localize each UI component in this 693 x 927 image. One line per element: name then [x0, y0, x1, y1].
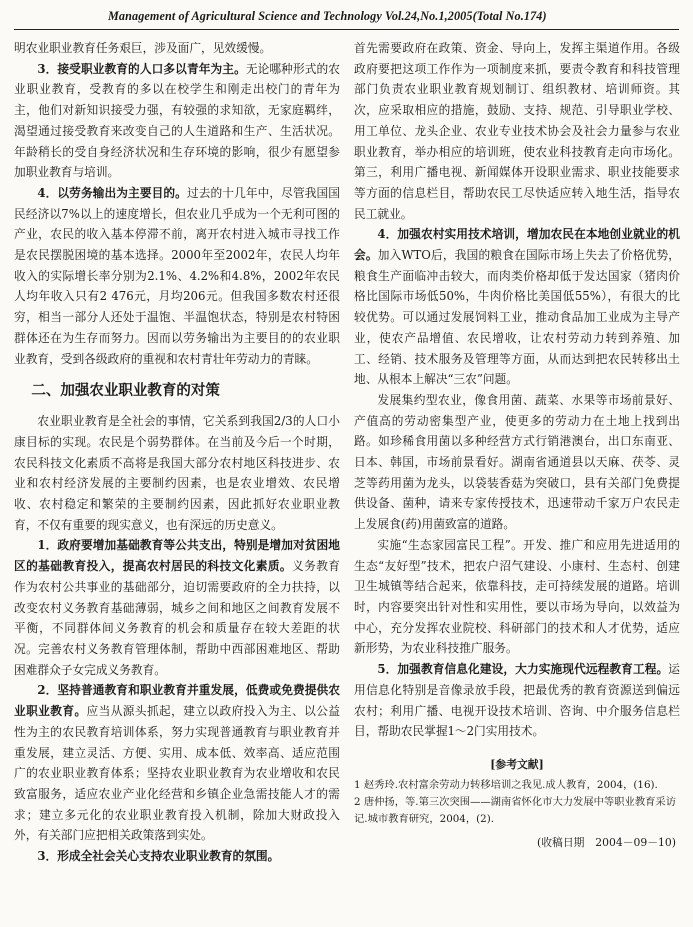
- reference-item: 1 赵秀玲.农村富余劳动力转移培训之我见.成人教育，2004，(16).: [354, 778, 658, 791]
- header-rule: [14, 29, 679, 30]
- paragraph-body: 运用信息化特别是音像录放手段，把最优秀的教育资源送到偏远农村；利用广播、电视开设技术培训、咨询、中介服务信息栏目，帮助农民掌握1～2门实用技术。: [354, 662, 680, 739]
- paragraph-body: 过去的十几年中，尽管我国国民经济以7%以上的速度增长，但农业几乎成为一个无利可图的产业，农民的收入基本停滞不前，离开农村进入城市寻找工作是农民摆脱困境的基本选择。2000年至2002年，农民人均年收入的实际增长率分别为2.1%、4.2%和4.8%，2002年农民人均年收入只有2 476元，月均206元。但我国多数农村还很穷，相当一部分人还处于温饱、半温饱状态，特别是农村特困群体还在为生存而努力。因而以劳务输出为主要目的的农业职业教育，受到各级政府的重视和农村青壮年劳动力的青睐。: [14, 185, 340, 366]
- reference-item: 2 唐仲扬，等.第三次突围——湖南省怀化市大力发展中等职业教育采访记.城市教育研究，2004，(2).: [354, 795, 677, 825]
- point-heading: 3．形成全社会关心支持农业职业教育的氛围。: [37, 849, 280, 864]
- references-title: [参考文献]: [490, 757, 544, 771]
- point-heading: 5．加强教育信息化建设，大力实施现代远程教育工程。: [377, 662, 669, 677]
- paragraph: 农业职业教育是全社会的事情，它关系到我国2/3的人口小康目标的实现。农民是个弱势群体。在当前及今后一个时期，农民科技文化素质不高将是我国大部分农村地区科技进步、农业和农村经济发展的主要制约因素，也是农业增效、农民增收、农村稳定和繁荣的主要制约因素，因此抓好农业职业教育，不仅有重要的现实意义，也有深远的历史意义。: [14, 414, 340, 532]
- paragraph: 实施“生态家园富民工程”。开发、推广和应用先进适用的生态“友好型”技术，把农户沼气建设、小康村、生态村、创建卫生城镇等结合起来，依靠科技，走可持续发展的道路。培训时，内容要突出针对性和实用性，要以市场为导向，以效益为中心，充分发挥农业院校、科研部门的技术和人才优势，适应新形势，为农业科技推广服务。: [354, 537, 680, 656]
- paragraph: [14, 59, 340, 183]
- paragraph: 首先需要政府在政策、资金、导向上，发挥主渠道作用。各级政府要把这项工作作为一项制度来抓，要责令教育和科技管理部门负责农业职业教育规划制订、组织教材、培训师资。其次，应采取相应的措施，鼓励、支持、规范、引导职业学校、用工单位、龙头企业、农业专业技术协会及社会力量参与农业职业教育，举办相应的培训班，使农业科技教育走向市场化。第三，利用广播电视、新闻媒体开设职业需求、职业技能要求等方面的信息栏目，帮助农民工尽快适应转入地生活，指导农民工就业。: [354, 41, 680, 221]
- point-heading: 3．接受职业教育的人口多以青年为主。: [37, 61, 246, 76]
- received-date: (收稿日期 2004－09－10): [537, 835, 676, 849]
- section-heading: 二、加强农业职业教育的对策: [31, 382, 220, 400]
- paragraph-body: 无论哪种形式的农业职业教育，受教育的多以在校学生和刚走出校门的青年为主，他们对新知识接受力强，有较强的求知欲，无家庭羁绊，渴望通过接受教育来改变自己的人生道路和生产、生活状况。年龄稍长的受自身经济状况和生存环境的影响，很少有愿望参加职业教育与培训。: [14, 61, 340, 180]
- running-header: [0, 0, 693, 34]
- paragraph-body: 应当从源头抓起，建立以政府投入为主、以公益性为主的农民教育培训体系，努力实现普通教育与职业教育并重发展，建立灵活、方便、实用、成本低、效率高、适应范围广的农业职业教育体系；坚持农业职业教育为农业增收和农民致富服务，适应农业产业化经营和乡镇企业急需技能人才的需求；建立多元化的农业职业教育投入机制，除加大财政投入外，有关部门应把相关政策落到实处。: [14, 704, 340, 843]
- point-heading: 1．政府要增加基础教育等公共支出，特别是增加对贫困地区的基础教育投入，提高农村居民的科技文化素质。: [14, 538, 340, 574]
- point-heading: 4．加强农村实用技术培训，增加农民在本地创业就业的机会。: [354, 227, 680, 263]
- paragraph: 发展集约型农业，像食用菌、蔬菜、水果等市场前景好、产值高的劳动密集型产业，使更多的劳动力在土地上找到出路。如珍稀食用菌以多种经营方式行销港澳台，出口东南亚、日本、韩国，市场前景看好。湖南省通道县以天麻、茯苓、灵芝等药用菌为龙头，以袋装香菇为突破口，县有关部门免费提供设备、菌种，请来专家传授技术，迅速带动千家万户农民走上发展食(药)用菌致富的道路。: [354, 392, 680, 532]
- references: [354, 756, 680, 851]
- paragraph: [14, 535, 340, 680]
- left-column: [14, 38, 340, 867]
- paragraph-body: 义务教育作为农村公共事业的基础部分，迫切需要政府的全力扶持，以改变农村义务教育基础薄弱，城乡之间和地区之间教育发展不平衡，不同群体间义务教育的机会和质量存在较大差距的状况。完善农村义务教育管理体制，帮助中西部困难地区、帮助困难群众子女完成义务教育。: [14, 559, 340, 677]
- point-heading: 4．以劳务输出为主要目的。: [37, 185, 187, 200]
- paragraph-body: 加入WTO后，我国的粮食在国际市场上失去了价格优势，粮食生产面临冲击较大，而肉类价格却低于发达国家（猪肉价格比国际市场低50%，牛肉价格比美国低55%），有很大的比较优势。可以通过发展饲料工业，推动食品加工业成为主导产业，使农产品增值、农民增收，让农村劳动力转到养殖、加工、经销、技术服务及管理等方面，从而达到把农民转移出土地、从根本上解决“三农”问题。: [354, 248, 680, 387]
- right-column: [354, 38, 680, 851]
- paragraph: [354, 659, 680, 742]
- point-heading: 2．坚持普通教育和职业教育并重发展，低费或免费提供农业职业教育。: [14, 683, 340, 719]
- paragraph: [14, 846, 340, 867]
- paragraph: [14, 680, 340, 846]
- paragraph: 明农业职业教育任务艰巨，涉及面广，见效缓慢。: [14, 41, 272, 55]
- journal-title: Management of Agricultural Science and Technology Vol.24,No.1,2005(Total No.174): [108, 9, 547, 23]
- paragraph: [14, 183, 340, 369]
- paragraph: [354, 224, 680, 390]
